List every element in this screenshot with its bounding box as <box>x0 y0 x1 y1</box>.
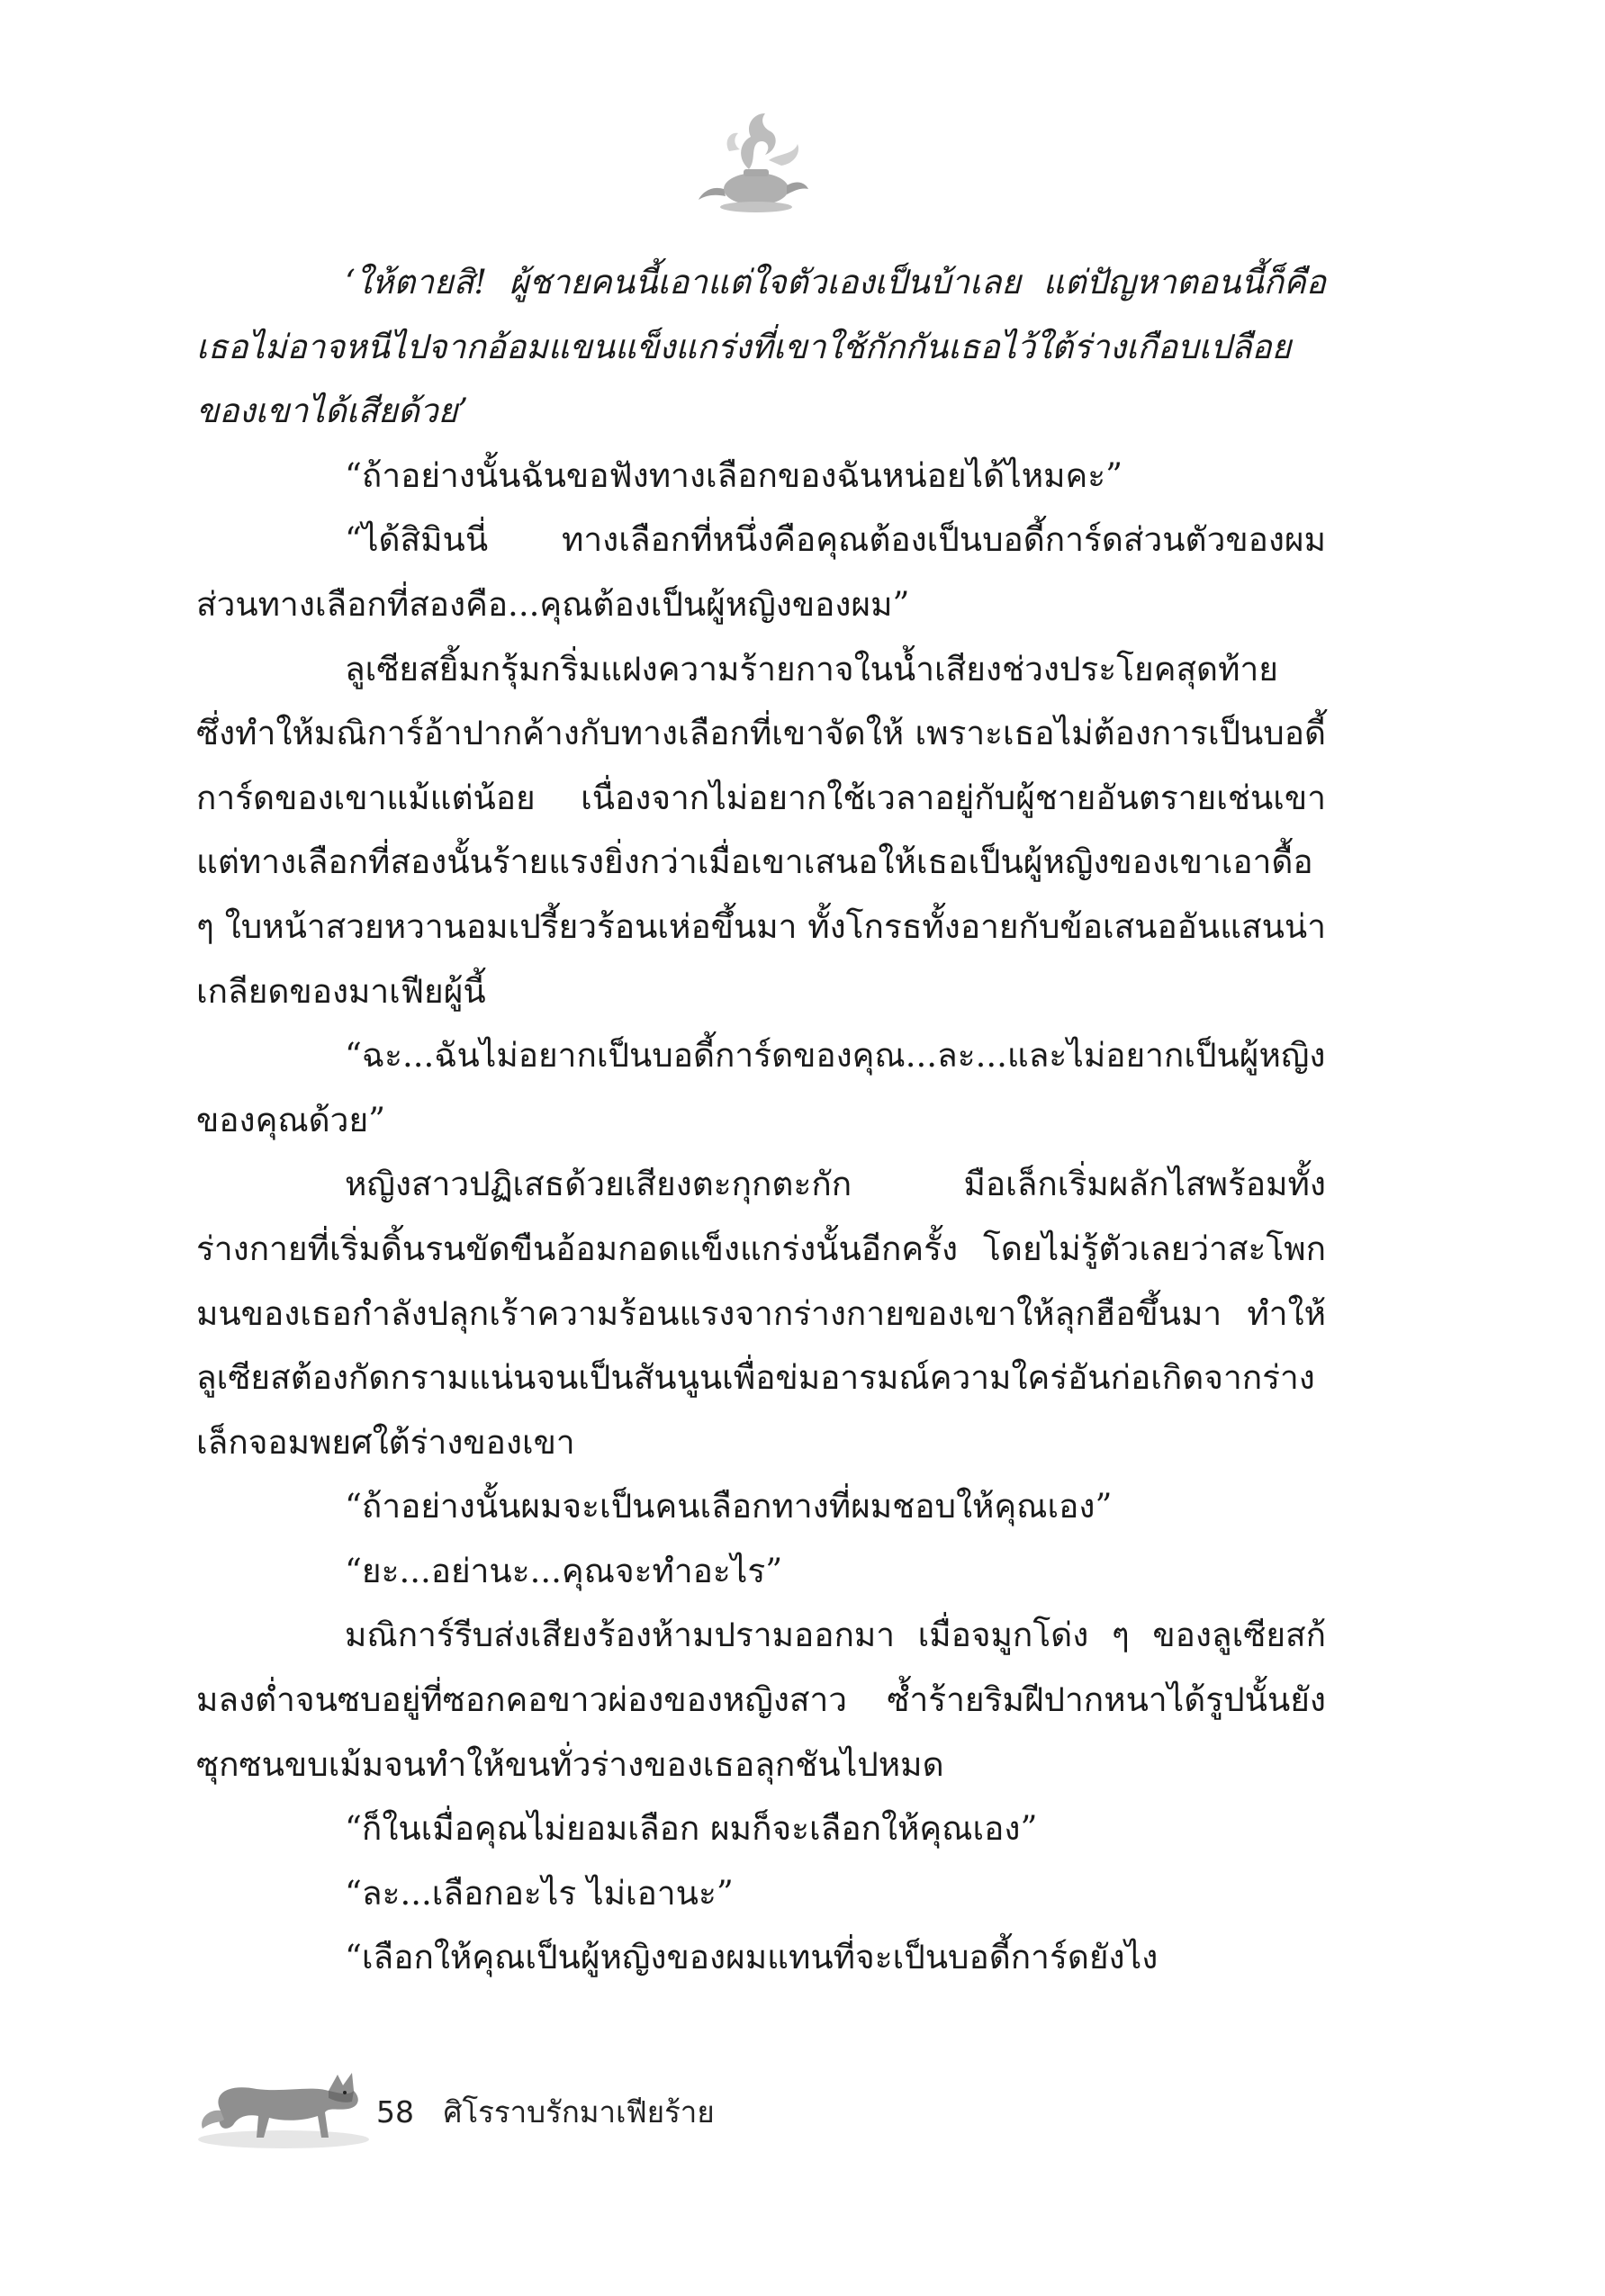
paragraph: “ถ้าอย่างนั้นฉันขอฟังทางเลือกของฉันหน่อยได้ไหมคะ” <box>345 455 1123 495</box>
book-title: ศิโรราบรักมาเฟียร้าย <box>443 2094 715 2129</box>
paragraph: ลูเซียสยิ้มกรุ้มกริ่มแฝงความร้ายกาจในน้ำเสียงช่วงประโยคสุดท้าย ซึ่งทำให้มณิการ์อ้าปากค้างกับทางเลือกที่เขาจัดให้ เพราะเธอไม่ต้องการเป็นบอดี้การ์ดของเขาแม้แต่น้อย เนื่องจากไม่อยากใช้เวลาอยู่กับผู้ชายอันตรายเช่นเขา แต่ทางเลือกที่สองนั้นร้ายแรงยิ่งกว่าเมื่อเขาเสนอให้เธอเป็นผู้หญิงของเขาเอาดื้อ ๆ ใบหน้าสวยหวานอมเปรี้ยวร้อนเห่อขึ้นมา ทั้งโกรธทั้งอายกับข้อเสนออันแสนน่าเกลียดของมาเฟียผู้นี้ <box>196 649 1326 1011</box>
paragraph: “เลือกให้คุณเป็นผู้หญิงของผมแทนที่จะเป็นบอดี้การ์ดยังไง <box>345 1938 1159 1977</box>
fox-icon <box>194 2039 374 2151</box>
paragraph: “ก็ในเมื่อคุณไม่ยอมเลือก ผมก็จะเลือกให้คุณเอง” <box>345 1809 1038 1849</box>
story-text <box>196 250 1326 1990</box>
paragraph: “ยะ...อย่านะ...คุณจะทำอะไร” <box>345 1551 783 1590</box>
page-number: 58 <box>376 2094 414 2129</box>
paragraph-inner-thought: ‘ให้ตายสิ! ผู้ชายคนนี้เอาแต่ใจตัวเองเป็นบ้าเลย แต่ปัญหาตอนนี้ก็คือเธอไม่อาจหนีไปจากอ้อมแขนแข็งแกร่งที่เขาใช้กักกันเธอไว้ใต้ร่างเกือบเปลือยของเขาได้เสียด้วย’ <box>196 263 1326 431</box>
paragraph: “ถ้าอย่างนั้นผมจะเป็นคนเลือกทางที่ผมชอบให้คุณเอง” <box>345 1487 1113 1526</box>
paragraph: “ได้สิมินนี่ ทางเลือกที่หนึ่งคือคุณต้องเป็นบอดี้การ์ดส่วนตัวของผม ส่วนทางเลือกที่สองคือ...คุณต้องเป็นผู้หญิงของผม” <box>196 520 1326 624</box>
paragraph: “ฉะ...ฉันไม่อยากเป็นบอดี้การ์ดของคุณ...ละ...และไม่อยากเป็นผู้หญิงของคุณด้วย” <box>196 1036 1326 1139</box>
page-footer <box>376 2088 715 2136</box>
paragraph: “ละ...เลือกอะไร ไม่เอานะ” <box>345 1873 734 1913</box>
paragraph: มณิการ์รีบส่งเสียงร้องห้ามปรามออกมา เมื่อจมูกโด่ง ๆ ของลูเซียสก้มลงต่ำจนซบอยู่ที่ซอกคอขาวผ่องของหญิงสาว ซ้ำร้ายริมฝีปากหนาได้รูปนั้นยังซุกซนขบเม้มจนทำให้ขนทั่วร่างของเธอลุกชันไปหมด <box>196 1616 1326 1784</box>
teapot-steam-icon <box>693 106 819 223</box>
paragraph: หญิงสาวปฏิเสธด้วยเสียงตะกุกตะกัก มือเล็กเริ่มผลักไสพร้อมทั้งร่างกายที่เริ่มดิ้นรนขัดขืนอ้อมกอดแข็งแกร่งนั้นอีกครั้ง โดยไม่รู้ตัวเลยว่าสะโพกมนของเธอกำลังปลุกเร้าความร้อนแรงจากร่างกายของเขาให้ลุกฮือขึ้นมา ทำให้ลูเซียสต้องกัดกรามแน่นจนเป็นสันนูนเพื่อข่มอารมณ์ความใคร่อันก่อเกิดจากร่างเล็กจอมพยศใต้ร่างของเขา <box>196 1165 1326 1462</box>
